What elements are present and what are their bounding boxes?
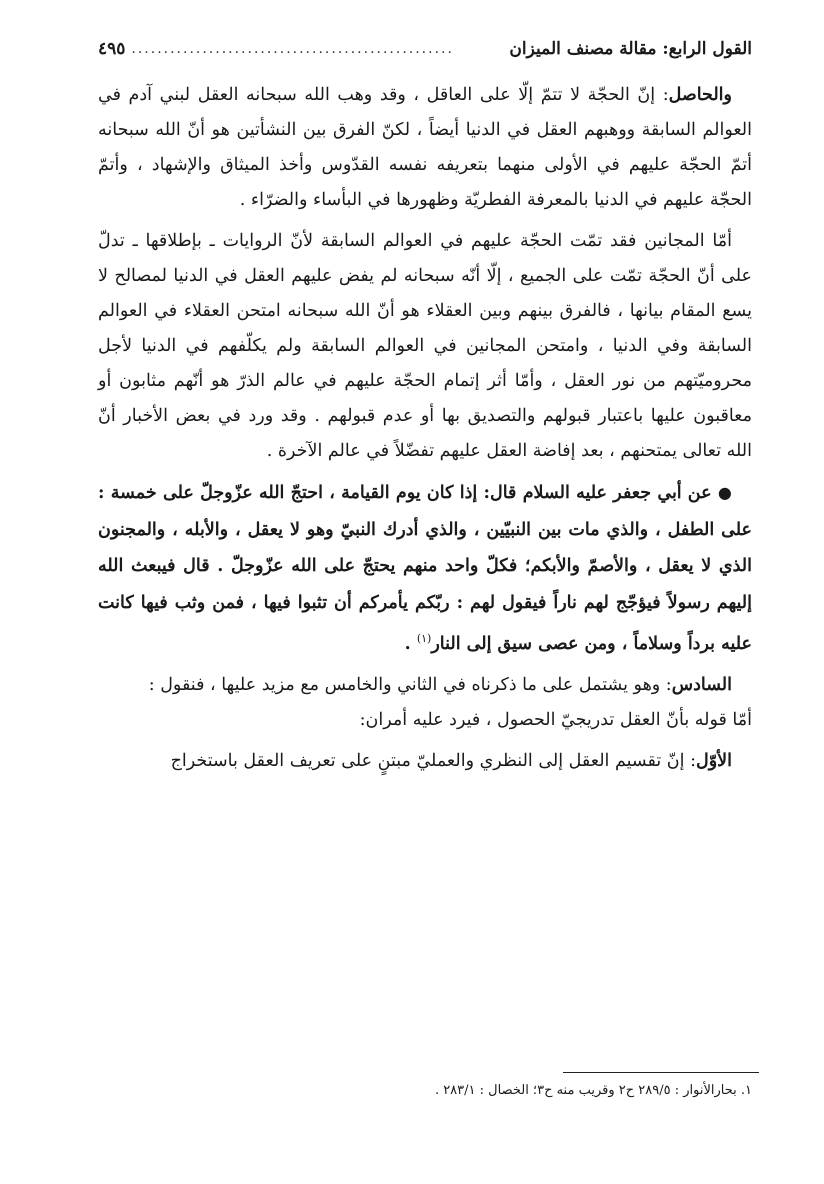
hadith-end: . — [404, 633, 417, 654]
paragraph-lead-word: الأوّل — [695, 751, 732, 772]
header-title: القول الرابع: مقالة مصنف الميزان — [509, 39, 752, 59]
paragraph-lead-word: والحاصل — [668, 85, 732, 105]
paragraph-lead-word: السادس — [671, 675, 732, 696]
paragraph-conclusion — [98, 78, 752, 218]
paragraph-sixth — [98, 668, 752, 738]
footnote-divider — [563, 1072, 759, 1073]
paragraph-text: : إنّ الحجّة لا تتمّ إلّا على العاقل ، وقد وهب الله سبحانه العقل لبني آدم في العوالم السابقة ووهبهم العقل في الدنيا أيضاً ، لكنّ الفرق بين النشأتين هو أنّ الله سبحانه أتمّ الحجّة عليهم في الأولى منهما بتعريفه نفسه القدّوس وأخذ الميثاق والإشهاد ، وأتمّ الحجّة عليهم في الدنيا بالمعرفة الفطريّة وظهورها في البأساء والضرّاء . — [98, 85, 752, 210]
main-text — [98, 78, 752, 785]
paragraph-text: : وهو يشتمل على ما ذكرناه في الثاني والخامس مع مزيد عليها ، فنقول : — [148, 675, 672, 696]
footnote-reference[interactable]: (١) — [416, 632, 432, 645]
hadith-text: عن أبي جعفر عليه السلام قال: إذا كان يوم القيامة ، احتجّ الله عزّوجلّ على خمسة : على الطفل ، والذي مات بين النبيّين ، والذي أدرك النبيّ وهو لا يعقل ، والأبله ، والمجنون الذي لا يعقل ، والأصمّ والأبكم؛ فكلّ واحد منهم يحتجّ على الله عزّوجلّ . قال فيبعث الله إليهم رسولاً فيؤجّج لهم ناراً فيقول لهم : ربّكم يأمركم أن تثبوا فيها ، فمن وثب فيها كانت عليه برداً وسلاماً ، ومن عصى سيق إلى النار — [98, 483, 752, 654]
bullet-icon: ● — [717, 483, 732, 502]
page-number: ٤٩٥ — [98, 39, 126, 59]
hadith-quote — [98, 475, 752, 662]
paragraph-text: : إنّ تقسيم العقل إلى النظري والعمليّ مبتنٍ على تعريف العقل باستخراج — [170, 751, 696, 772]
header-leader-dots: .................................................. — [131, 41, 454, 57]
footnote — [300, 1080, 752, 1102]
paragraph-text: أمّا قوله بأنّ العقل تدريجيّ الحصول ، فيرد عليه أمران: — [359, 710, 752, 731]
paragraph-text: أمّا المجانين فقد تمّت الحجّة عليهم في العوالم السابقة لأنّ الروايات ـ بإطلاقها ـ تدلّ على أنّ الحجّة تمّت على الجميع ، إلّا أنّه سبحانه لم يفض عليهم العقل في الدنيا لمصالح لا يسع المقام بيانها ، فالفرق بينهم وبين العقلاء هو أنّ الله سبحانه امتحن العقلاء في العوالم السابقة وفي الدنيا ، وامتحن المجانين في العوالم السابقة ولم يكلّفهم في الدنيا لأجل محروميّتهم من نور العقل ، وأمّا أثر إتمام الحجّة عليهم في عالم الذرّ هو أنّهم مثابون أو معاقبون عليها باعتبار قبولهم والتصديق بها أو عدم قبولهم . وقد ورد في بعض الأخبار أنّ الله تعالى يمتحنهم ، بعد إفاضة العقل عليهم تفضّلاً في عالم الآخرة . — [98, 231, 752, 461]
running-header — [98, 34, 752, 64]
paragraph-insane — [98, 224, 752, 469]
paragraph-first — [98, 744, 752, 779]
footnote-text: ١. بحارالأنوار : ٢٨٩/٥ ح٢ وقريب منه ح٣؛ الخصال : ٢٨٣/١ . — [434, 1083, 752, 1098]
